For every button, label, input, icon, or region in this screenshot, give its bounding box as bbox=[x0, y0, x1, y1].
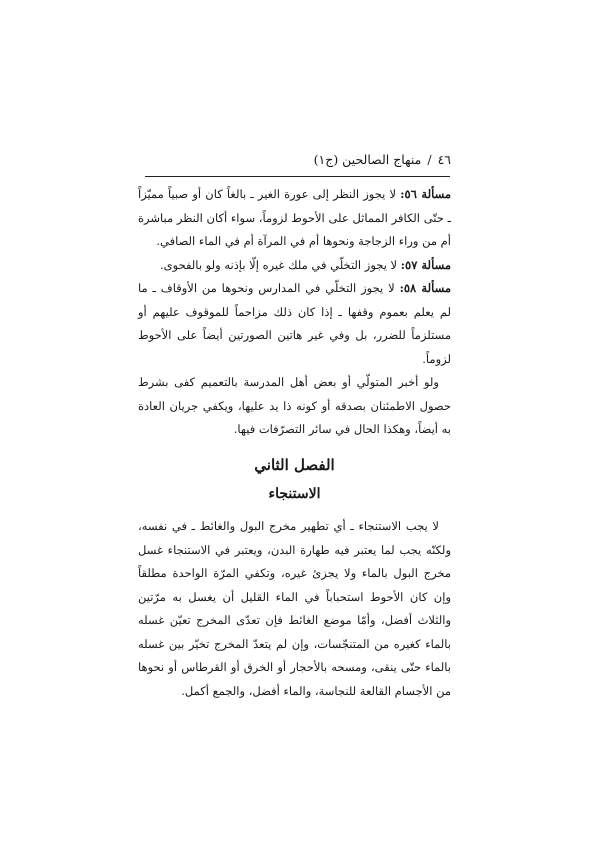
section-two bbox=[138, 515, 451, 703]
page-number: ٤٦ bbox=[437, 152, 451, 167]
masala-56-text: لا يجوز النظر إلى عورة الغير ـ بالغاً كان أو صبياً مميّزاً ـ حتّى الكافر المماثل على الأحوط لزوماً، سواء أكان النظر مباشرة أم من وراء الزجاجة ونحوها أم في المرآة أم في الماء الصافي. bbox=[138, 187, 451, 248]
masala-58-label: مسألة ٥٨: bbox=[399, 281, 452, 295]
running-header bbox=[314, 152, 451, 168]
chapter-subtitle: الاستنجاء bbox=[268, 486, 321, 502]
masala-58-text: لا يجوز التخلّي في المدارس ونحوها من الأوقاف ـ ما لم يعلم بعموم وقفها ـ إذا كان ذلك مزاحماً للموقوف عليهم أو مستلزماً للضرر، بل وفي غير هاتين الصورتين أيضاً على الأحوط لزوماً. bbox=[138, 281, 451, 366]
section-one bbox=[138, 183, 451, 442]
masala-57-label: مسألة ٥٧: bbox=[400, 257, 451, 272]
header-separator: / bbox=[427, 152, 432, 167]
masala-57-text: لا يجوز التخلّي في ملك غيره إلّا بإذنه ولو بالفحوى. bbox=[159, 257, 398, 272]
masala-57 bbox=[138, 254, 451, 278]
masala-58-paragraph: ولو أخبر المتولّي أو بعض أهل المدرسة بالتعميم كفى بشرط حصول الاطمئنان بصدقه أو كونه ذا يد عليها، ويكفي جريان العادة به أيضاً، وهكذا الحال في سائر التصرّفات فيها. bbox=[138, 375, 451, 436]
chapter-title: الفصل الثاني bbox=[254, 456, 335, 474]
masala-56 bbox=[138, 183, 451, 254]
masala-58 bbox=[138, 277, 451, 371]
istinja-paragraph: لا يجب الاستنجاء ـ أي تطهير مخرج البول والغائط ـ في نفسه، ولكنّه يجب لما يعتبر فيه طهارة البدن، ويعتبر في الاستنجاء غسل مخرج البول بالماء ولا يجزئ غيره، وتكفي المرّة الواحدة مطلقاً وإن كان الأحوط استحباباً في الماء القليل أن يغسل به مرّتين والثلاث أفضل، وأمّا موضع الغائط فإن تعدّى المخرج تعيّن غسله بالماء كغيره من المتنجّسات، وإن لم يتعدّ المخرج تخيّر بين غسله بالماء حتّى ينقى، ومسحه بالأحجار أو الخرق أو القرطاس أو نحوها من الأجسام القالعة للنجاسة، والماء أفضل، والجمع أكمل. bbox=[138, 519, 451, 698]
masala-56-label: مسألة ٥٦: bbox=[400, 187, 452, 201]
book-title: منهاج الصالحين (ج١) bbox=[313, 152, 422, 167]
header-rule bbox=[145, 176, 450, 177]
